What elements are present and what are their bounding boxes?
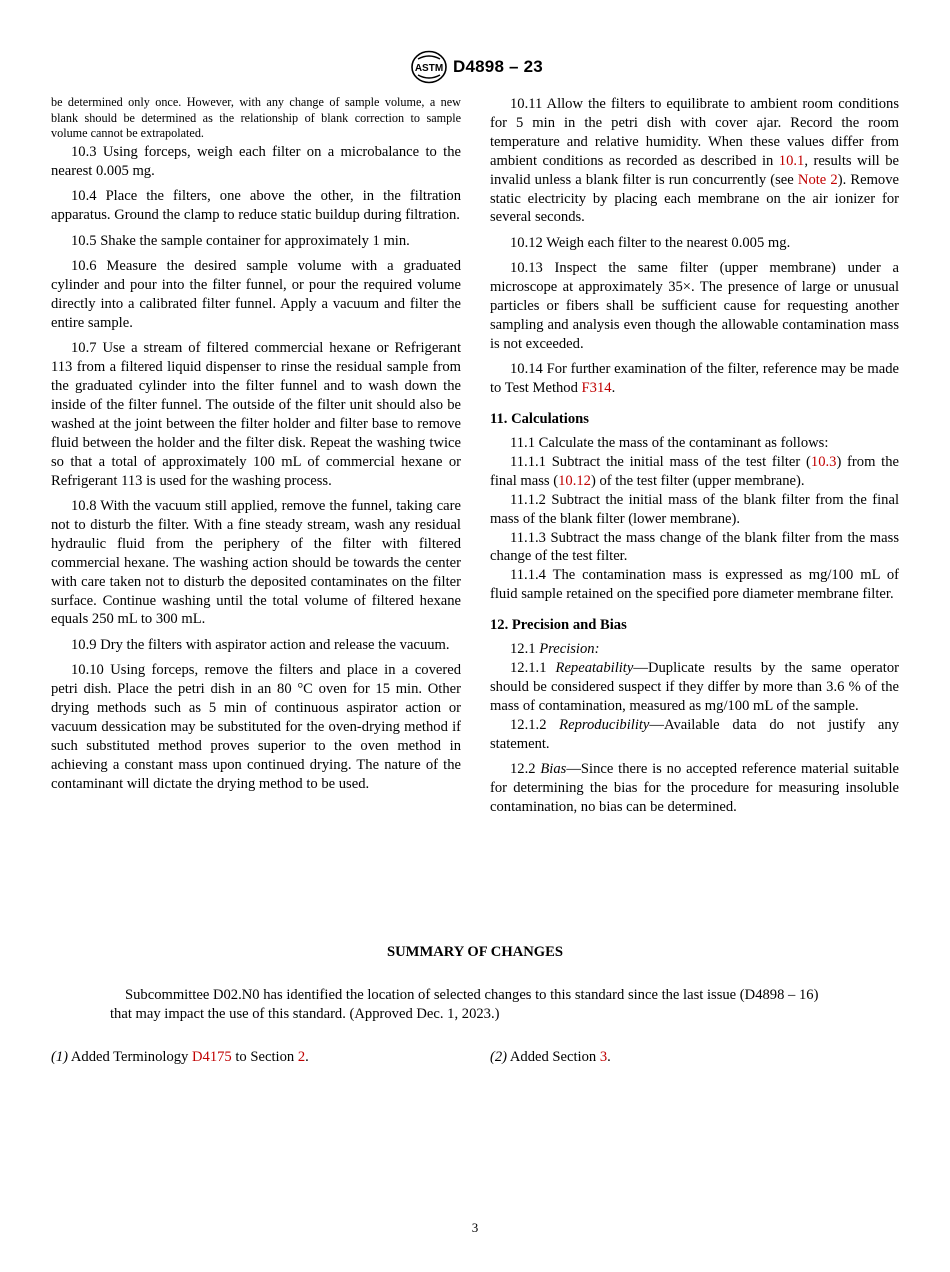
paragraph-10-12: 10.12 Weigh each filter to the nearest 0.005 mg.	[510, 234, 791, 251]
astm-logo-icon	[409, 50, 449, 84]
text-span: —Duplicate results by the same operator should be considered suspect if they differ by more than 3.6 % of the mass of contamination, measured as mg/100 mL of the sample.	[490, 659, 899, 714]
paragraph-11-1-3: 11.1.3 Subtract the mass change of the blank filter from the mass change of the test filter.	[490, 529, 899, 565]
text-span: to Section	[231, 1049, 298, 1065]
text-span: —Available data do not justify any statement.	[490, 716, 899, 752]
bias-label: Bias	[540, 761, 567, 777]
text-span: Added Terminology	[68, 1049, 192, 1065]
paragraph-10-7: 10.7 Use a stream of filtered commercial hexane or Refrigerant 113 from a filtered liquid dispenser to rinse the residual sample from the graduated cylinder into the filter funnel and to wash down the inside of the filter funnel. The outside of the filter unit should also be washed at the joint between the filter holder and filter base to remove fluid between the holder and the filter disk. Repeat the washing twice so that a total of approximately 100 mL of commercial hexane or Refrigerant 113 is used for the washing process.	[51, 340, 461, 489]
page-header	[0, 50, 950, 84]
text-span: 12.1	[510, 641, 540, 658]
text-span: 12.1.2	[510, 716, 560, 733]
text-span: .	[611, 380, 616, 397]
text-span: ). Remove static electricity by placing each membrane on the air ionizer for several seconds.	[490, 171, 899, 226]
note-2-link[interactable]: Note 2	[797, 171, 838, 188]
paragraph-11-1-1	[490, 453, 899, 491]
paragraph-10-11	[490, 95, 899, 227]
page-number: 3	[471, 1220, 479, 1235]
text-span: ) from the final mass (	[490, 453, 899, 489]
section-2-link[interactable]: 2	[297, 1049, 306, 1065]
svg-text:ASTM: ASTM	[414, 63, 444, 74]
right-column	[490, 95, 899, 823]
paragraph-12-2	[490, 760, 899, 817]
reproducibility-label: Reproducibility	[559, 716, 650, 733]
section-10-1-link[interactable]: 10.1	[778, 152, 805, 169]
paragraph-note-continuation: be determined only once. However, with any change of sample volume, a new blank should be determined as the relationship of blank correction to sample volume cannot be extrapolated.	[51, 95, 461, 141]
paragraph-10-9: 10.9 Dry the filters with aspirator action and release the vacuum.	[71, 636, 450, 653]
section-12-heading: 12. Precision and Bias	[490, 617, 627, 634]
section-3-link[interactable]: 3	[599, 1049, 608, 1065]
text-span: .	[305, 1049, 309, 1065]
paragraph-10-6: 10.6 Measure the desired sample volume with a graduated cylinder and pour into the filter funnel, or pour the required volume directly into a calibrated filter funnel. Apply a vacuum and filter the entire sample.	[51, 258, 461, 331]
section-10-12-link[interactable]: 10.12	[558, 472, 591, 489]
precision-label: Precision:	[539, 641, 600, 658]
f314-link[interactable]: F314	[581, 380, 612, 397]
paragraph-11-1: 11.1 Calculate the mass of the contaminant as follows:	[510, 435, 829, 451]
paragraph-10-5: 10.5 Shake the sample container for approximately 1 min.	[71, 232, 410, 249]
paragraph-11-1-4: 11.1.4 The contamination mass is expressed as mg/100 mL of fluid sample retained on the specified pore diameter membrane filter.	[490, 567, 899, 603]
text-span: 11.1.1 Subtract the initial mass of the test filter (	[510, 453, 811, 470]
paragraph-12-1	[490, 640, 899, 659]
change-item-1	[51, 1049, 309, 1066]
left-column	[51, 95, 461, 800]
text-span: 12.2	[510, 761, 541, 777]
text-span: Added Section	[507, 1049, 600, 1065]
text-span: .	[607, 1049, 611, 1065]
document-designation: D4898 – 23	[453, 57, 543, 76]
paragraph-10-4: 10.4 Place the filters, one above the other, in the filtration apparatus. Ground the clamp to reduce static buildup during filtration.	[51, 188, 461, 224]
paragraph-10-10: 10.10 Using forceps, remove the filters and place in a covered petri dish. Place the petri dish in an 80 °C oven for 15 min. Other drying methods such as 5 min of continuous aspirator action or vacuum dessication may be substituted for the oven-drying method if such substituted method proves superior to the oven method in achieving a constant mass upon continued drying. The nature of the contaminant will dictate the drying method to be used.	[51, 662, 461, 792]
section-10-3-link[interactable]: 10.3	[810, 453, 837, 470]
paragraph-12-1-2	[490, 716, 899, 754]
paragraph-10-3: 10.3 Using forceps, weigh each filter on a microbalance to the nearest 0.005 mg.	[51, 144, 461, 180]
text-span: —Since there is no accepted reference material suitable for determining the bias for the procedure for measuring insoluble contamination, no bias can be determined.	[490, 761, 899, 815]
text-span: 10.14 For further examination of the filter, reference may be made to Test Method	[490, 361, 899, 397]
change-item-2	[490, 1049, 611, 1066]
paragraph-10-14	[490, 360, 899, 398]
change-number: (2)	[490, 1049, 508, 1065]
text-span: , results will be invalid unless a blank filter is run concurrently (see	[490, 152, 899, 188]
repeatability-label: Repeatability	[555, 659, 634, 676]
summary-of-changes-text: Subcommittee D02.N0 has identified the location of selected changes to this standard since the last issue (D4898 – 16) that may impact the use of this standard. (Approved Dec. 1, 2023.)	[110, 987, 819, 1022]
paragraph-12-1-1	[490, 659, 899, 716]
summary-of-changes-title: SUMMARY OF CHANGES	[387, 944, 563, 960]
text-span: ) of the test filter (upper membrane).	[590, 472, 805, 489]
paragraph-10-8: 10.8 With the vacuum still applied, remove the funnel, taking care not to disturb the filter. With a fine steady stream, wash any residual hydraulic fluid from the periphery of the filter with filtered commercial hexane. The washing action should be towards the center with care taken not to disturb the deposited contaminates on the filter surface. Continue washing until the total volume of filtered hexane equals 250 mL to 300 mL.	[51, 498, 461, 628]
section-11-heading: 11. Calculations	[490, 411, 589, 428]
change-number: (1)	[51, 1049, 69, 1065]
text-span: 10.11 Allow the filters to equilibrate to ambient room conditions for 5 min in the petri dish with cover ajar. Record the room temperature and relative humidity. When these values differ from ambient conditions as recorded as described in	[490, 96, 899, 169]
text-span: 12.1.1	[510, 659, 556, 676]
d4175-link[interactable]: D4175	[192, 1049, 232, 1065]
paragraph-10-13: 10.13 Inspect the same filter (upper membrane) under a microscope at approximately 35×. The presence of large or unusual particles or fibers shall be sufficient cause for requesting another sampling and analysis even though the allowable contamination mass is not exceeded.	[490, 260, 899, 352]
paragraph-11-1-2: 11.1.2 Subtract the initial mass of the blank filter from the final mass of the blank filter (lower membrane).	[490, 491, 899, 527]
